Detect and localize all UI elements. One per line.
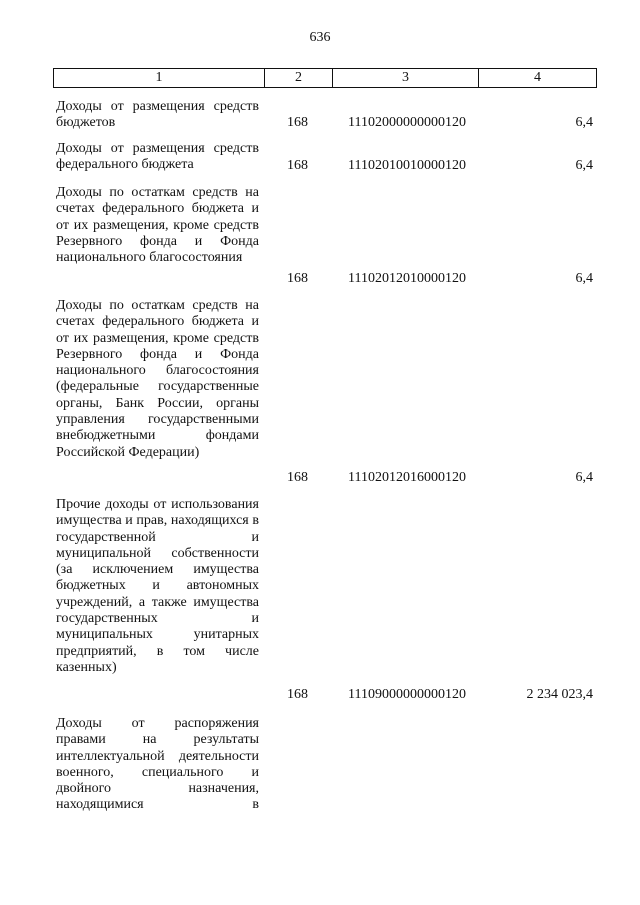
table-row [56, 497, 596, 705]
row-kbk-code: 11102000000000120 [348, 115, 466, 130]
table-row [56, 716, 596, 820]
row-kbk-code: 11109000000000120 [348, 687, 466, 702]
table-row [56, 185, 596, 289]
row-amount: 6,4 [575, 470, 593, 485]
header-col-kbk: 3 [333, 69, 479, 88]
row-description: Доходы от размещения средств бюджетов [56, 99, 259, 131]
row-amount: 6,4 [575, 271, 593, 286]
row-description: Доходы от распоряжения правами на результаты интеллектуальной деятельности военного, специального и двойного назначения, находящимися в [56, 716, 259, 813]
table-row [56, 298, 596, 488]
row-kbk-code: 11102012016000120 [348, 470, 466, 485]
table-row [56, 141, 596, 175]
row-description: Прочие доходы от использования имущества и прав, находящихся в государственной и муниципальной собственности (за исключением имущества бюджетных и автономных учреждений, а также имущества государственных и муниципальных унитарных предприятий, в том числе казенных) [56, 497, 259, 675]
row-admin-code: 168 [287, 115, 308, 130]
row-description: Доходы по остаткам средств на счетах федерального бюджета и от их размещения, кроме средств Резервного фонда и Фонда национального благосостояния (федеральные государственные органы, Банк России, органы управления государственными внебюджетными фондами Российской Федерации) [56, 298, 259, 460]
row-admin-code: 168 [287, 687, 308, 702]
row-admin-code: 168 [287, 470, 308, 485]
row-amount: 6,4 [575, 115, 593, 130]
row-amount: 6,4 [575, 158, 593, 173]
row-description: Доходы от размещения средств федерального бюджета [56, 141, 259, 173]
row-kbk-code: 11102010010000120 [348, 158, 466, 173]
header-col-admin-code: 2 [265, 69, 333, 88]
table-header [53, 68, 597, 88]
row-kbk-code: 11102012010000120 [348, 271, 466, 286]
header-col-amount: 4 [479, 69, 597, 88]
table-row [56, 99, 596, 133]
page-number: 636 [309, 30, 331, 45]
row-admin-code: 168 [287, 271, 308, 286]
row-description: Доходы по остаткам средств на счетах федерального бюджета и от их размещения, кроме средств Резервного фонда и Фонда национального благосостояния [56, 185, 259, 266]
header-col-description: 1 [54, 69, 265, 88]
row-amount: 2 234 023,4 [526, 687, 593, 702]
row-admin-code: 168 [287, 158, 308, 173]
